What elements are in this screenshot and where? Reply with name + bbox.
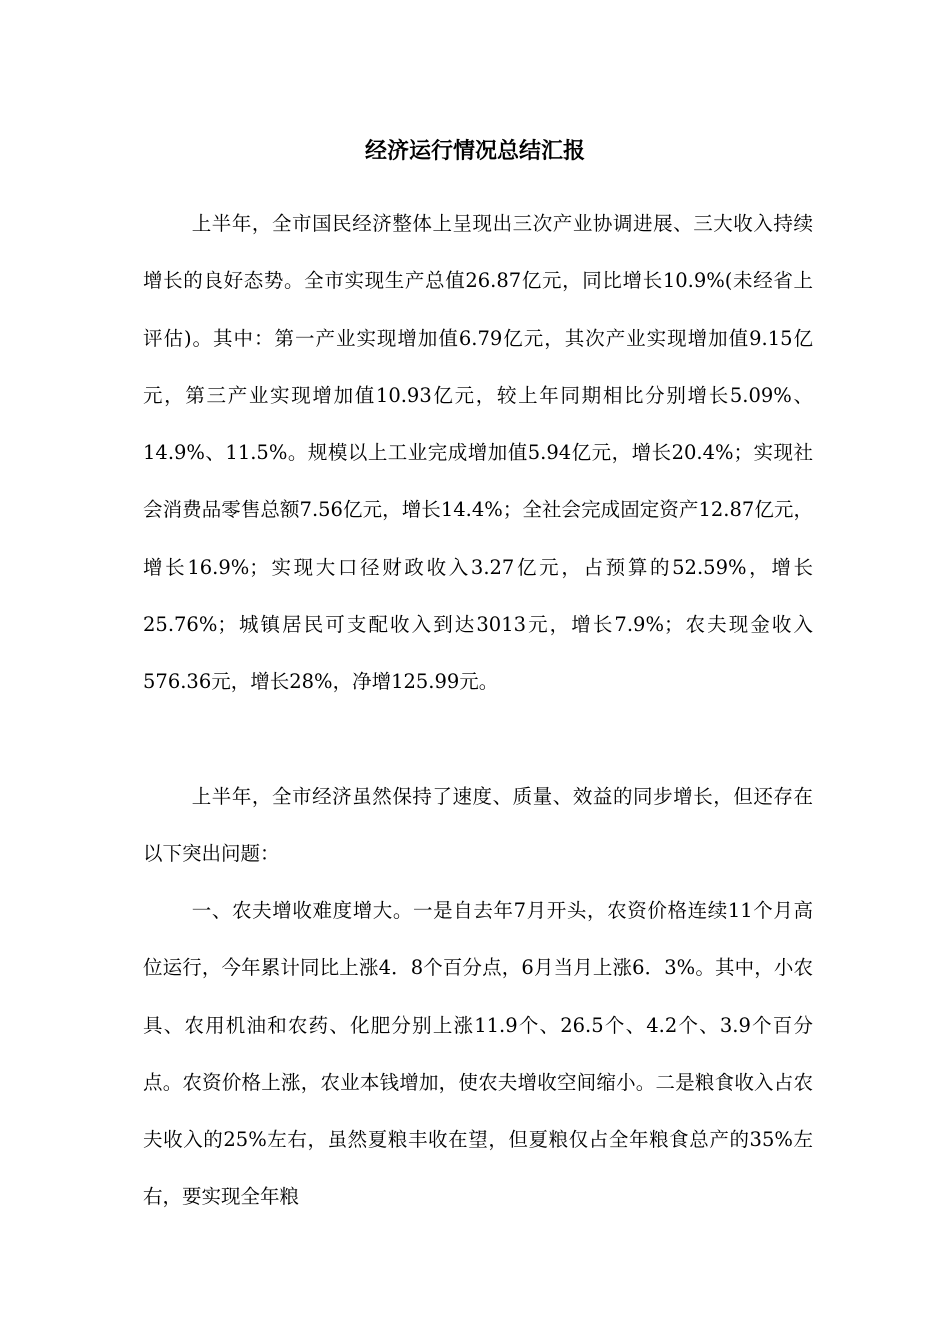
paragraph-problems-intro: 上半年，全市经济虽然保持了速度、质量、效益的同步增长，但还存在以下突出问题： (143, 785, 813, 866)
document-title: 经济运行情况总结汇报 (364, 139, 585, 164)
paragraph-economic-overview: 上半年，全市国民经济整体上呈现出三次产业协调进展、三大收入持续增长的良好态势。全市实现生产总值26.87亿元，同比增长10.9%(未经省上评估)。其中：第一产业实现增加值6.79亿元，其次产业实现增加值9.15亿元，第三产业实现增加值10.93亿元，较上年同期相比分别增长5.09%、14.9%、11.5%。规模以上工业完成增加值5.94亿元，增长20.4%；实现社会消费品零售总额7.56亿元，增长14.4%；全社会完成固定资产12.87亿元，增长16.9%；实现大口径财政收入3.27亿元，占预算的52.59%，增长25.76%；城镇居民可支配收入到达3013元，增长7.9%；农夫现金收入576.36元，增长28%，净增125.99元。 (143, 212, 813, 694)
paragraph-farmer-income: 一、农夫增收难度增大。一是自去年7月开头，农资价格连续11个月高位运行，今年累计同比上涨4．8个百分点，6月当月上涨6．3%。其中，小农具、农用机油和农药、化肥分别上涨11.9个、26.5个、4.2个、3.9个百分点。农资价格上涨，农业本钱增加，使农夫增收空间缩小。二是粮食收入占农夫收入的25%左右，虽然夏粮丰收在望，但夏粮仅占全年粮食总产的35%左右，要实现全年粮 (143, 899, 813, 1209)
